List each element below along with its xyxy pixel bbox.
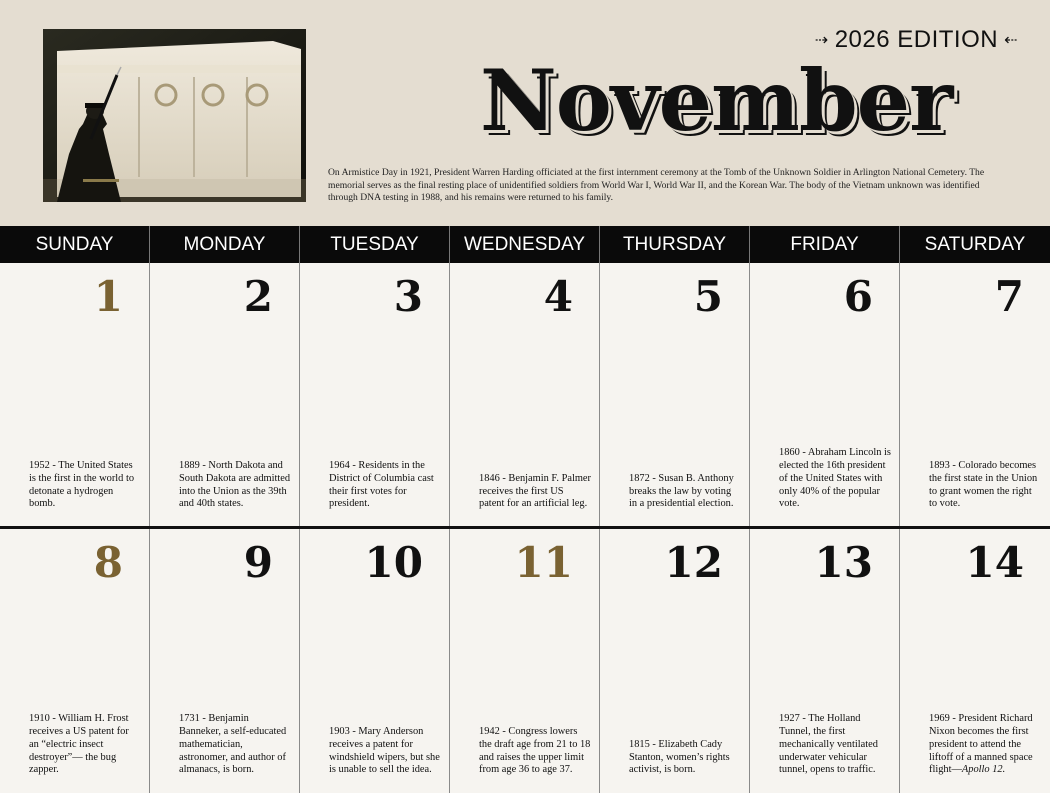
- tomb-photo: [43, 29, 306, 202]
- day-event: 1889 - North Dakota and South Dakota are admitted into the Union as the 39th and 40th states.: [179, 460, 291, 510]
- day-number: 2: [243, 272, 273, 321]
- day-number: 14: [965, 538, 1024, 587]
- day-cell: [600, 263, 750, 527]
- day-event: 1969 - President Richard Nixon becomes the first president to attend the liftoff of a manned space flight—Apollo 12.: [929, 713, 1033, 776]
- day-event: 1952 - The United States is the first in the world to detonate a hydrogen bomb.: [29, 460, 135, 510]
- weekday-thursday: THURSDAY: [600, 226, 750, 263]
- day-event: 1860 - Abraham Lincoln is elected the 16th president of the United States with only 40% of the popular vote.: [779, 447, 891, 510]
- day-event: 1731 - Benjamin Banneker, a self-educated mathematician, astronomer, and author of almanacs, is born.: [179, 713, 287, 776]
- day-event: 1872 - Susan B. Anthony breaks the law by voting in a presidential election.: [629, 472, 734, 510]
- day-number: 7: [994, 272, 1024, 321]
- day-cell: [300, 529, 450, 793]
- day-number: 4: [543, 272, 573, 321]
- week-row-2: [0, 529, 1050, 793]
- edition-text: 2026 EDITION: [834, 26, 999, 53]
- day-event: 1846 - Benjamin F. Palmer receives the first US patent for an artificial leg.: [479, 472, 592, 510]
- calendar-header: [0, 0, 1050, 226]
- calendar-grid: [0, 263, 1050, 793]
- day-number: 1: [93, 272, 123, 321]
- weekday-wednesday: WEDNESDAY: [450, 226, 600, 263]
- day-number: 13: [814, 538, 873, 587]
- weekday-friday: FRIDAY: [750, 226, 900, 263]
- day-cell: [300, 263, 450, 527]
- weekday-tuesday: TUESDAY: [300, 226, 450, 263]
- day-cell: [150, 263, 300, 527]
- day-number: 6: [843, 272, 873, 321]
- day-cell: [150, 529, 300, 793]
- day-cell: [750, 529, 900, 793]
- day-cell: [900, 263, 1050, 527]
- arrow-left-icon: ⇠: [1004, 32, 1018, 49]
- weekday-monday: MONDAY: [150, 226, 300, 263]
- weekday-saturday: SATURDAY: [924, 234, 1026, 255]
- day-event: 1910 - William H. Frost receives a US patent for an “electric insect destroyer”— the bug zapper.: [29, 713, 129, 776]
- day-cell: [750, 263, 900, 527]
- day-number: 9: [243, 538, 273, 587]
- day-event: 1815 - Elizabeth Cady Stanton, women’s rights activist, is born.: [629, 738, 730, 776]
- day-cell: [450, 263, 600, 527]
- month-intro-text: On Armistice Day in 1921, President Warren Harding officiated at the first internment ceremony at the Tomb of the Unknown Soldier in Arlington National Cemetery. The memorial serves as the final resting place of unidentified soldiers from World War I, World War II, and the Korean War. The body of the Vietnam unknown was identified through DNA testing in 1988, and his remains were returned to his family.: [328, 167, 985, 203]
- day-cell: [0, 529, 150, 793]
- day-cell: [600, 529, 750, 793]
- day-event: 1927 - The Holland Tunnel, the first mechanically ventilated underwater vehicular tunnel, opens to traffic.: [779, 713, 878, 776]
- day-number: 8: [93, 538, 123, 587]
- month-title: November: [480, 51, 953, 150]
- day-number: 11: [514, 538, 573, 587]
- week-row-1: [0, 263, 1050, 527]
- day-event: 1903 - Mary Anderson receives a patent for windshield wipers, but she is unable to sell the idea.: [329, 726, 440, 776]
- weekday-header-bar: [0, 226, 1050, 263]
- day-number: 5: [693, 272, 723, 321]
- weekday-sunday: SUNDAY: [0, 226, 150, 263]
- day-number: 3: [393, 272, 423, 321]
- day-cell: [900, 529, 1050, 793]
- day-number: 12: [664, 538, 723, 587]
- day-cell: [0, 263, 150, 527]
- arrow-right-icon: ⇢: [814, 32, 829, 49]
- day-cell: [450, 529, 600, 793]
- day-event: 1893 - Colorado becomes the first state in the Union to grant women the right to vote.: [929, 460, 1038, 510]
- day-event: 1964 - Residents in the District of Columbia cast their first votes for president.: [329, 460, 434, 510]
- day-number: 10: [364, 538, 423, 587]
- day-event: 1942 - Congress lowers the draft age from 21 to 18 and raises the upper limit from age 36 to age 37.: [479, 726, 591, 776]
